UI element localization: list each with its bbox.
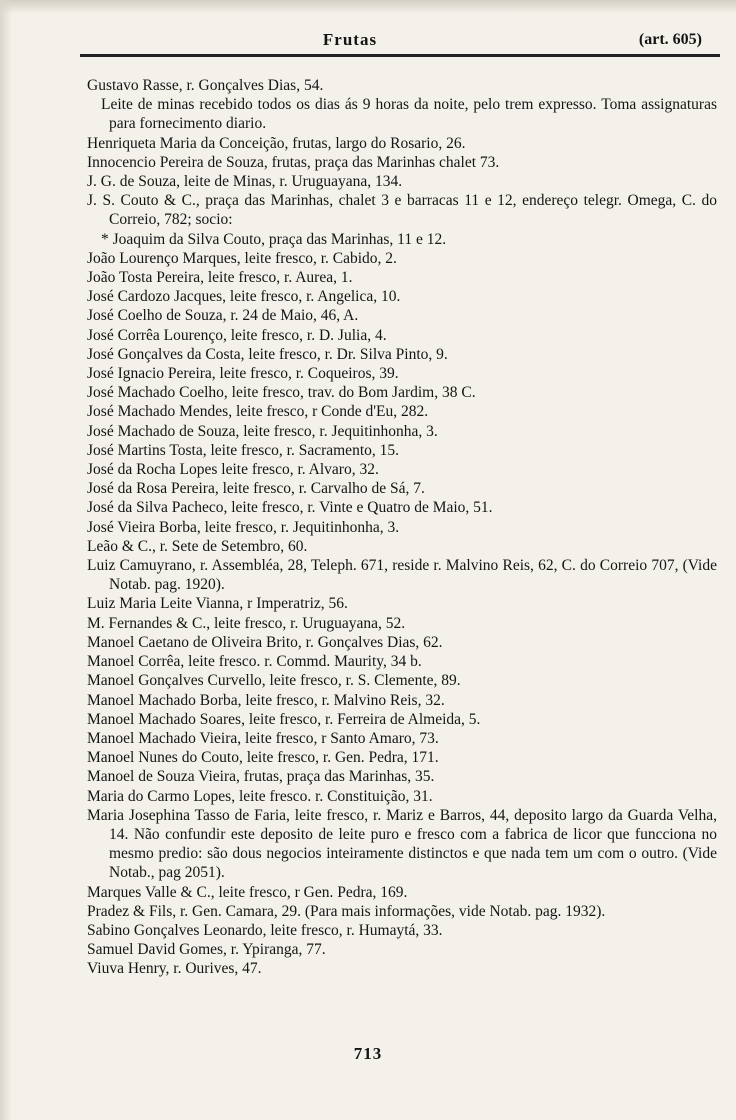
list-item: José Corrêa Lourenço, leite fresco, r. D. Julia, 4. [87,326,387,344]
list-item: Samuel David Gomes, r. Ypiranga, 77. [87,941,326,959]
list-item: Manoel Caetano de Oliveira Brito, r. Gonçalves Dias, 62. [87,633,443,651]
list-item-note: Leite de minas recebido todos os dias ás 9 horas da noite, pelo trem expresso. Toma assignaturas para fornecimento diario. [101,96,717,133]
list-item: José Ignacio Pereira, leite fresco, r. Coqueiros, 39. [87,365,399,383]
list-item: J. S. Couto & C., praça das Marinhas, chalet 3 e barracas 11 e 12, endereço telegr. Omega, C. do Correio, 782; socio: [87,192,717,229]
list-item: João Lourenço Marques, leite fresco, r. Cabido, 2. [87,249,397,267]
list-item: Manoel Machado Soares, leite fresco, r. Ferreira de Almeida, 5. [87,710,481,728]
list-item: José Machado Mendes, leite fresco, r Conde d'Eu, 282. [87,403,429,421]
list-item: J. G. de Souza, leite de Minas, r. Uruguayana, 134. [87,173,403,191]
list-item: Innocencio Pereira de Souza, frutas, praça das Marinhas chalet 73. [87,153,500,171]
list-item-partner: * Joaquim da Silva Couto, praça das Marinhas, 11 e 12. [101,230,447,248]
article-number: (art. 605) [638,31,702,48]
list-item: Maria do Carmo Lopes, leite fresco. r. Constituição, 31. [87,787,433,805]
list-item: José Vieira Borba, leite fresco, r. Jequitinhonha, 3. [87,518,400,536]
list-item: Leão & C., r. Sete de Setembro, 60. [87,537,308,555]
entry-list [87,76,717,979]
list-item: Maria Josephina Tasso de Faria, leite fresco, r. Mariz e Barros, 44, deposito largo da Guarda Velha, 14. Não confundir este deposito de leite puro e fresco com a fabrica de licor que funcciona no mesmo predio: são dous negocios inteiramente distinctos e que nada tem um com o outro. (Vide Notab., pag 2051). [87,806,717,882]
page-header [80,30,720,52]
list-item: Sabino Gonçalves Leonardo, leite fresco, r. Humaytá, 33. [87,921,443,939]
list-item: José Coelho de Souza, r. 24 de Maio, 46, A. [87,307,359,325]
list-item: João Tosta Pereira, leite fresco, r. Aurea, 1. [87,269,353,287]
list-item: Manoel Corrêa, leite fresco. r. Commd. Maurity, 34 b. [87,653,422,671]
list-item: Viuva Henry, r. Ourives, 47. [87,960,262,978]
list-item: José Machado Coelho, leite fresco, trav. do Bom Jardim, 38 C. [87,384,476,402]
list-item: Manoel Machado Borba, leite fresco, r. Malvino Reis, 32. [87,691,445,709]
list-item: M. Fernandes & C., leite fresco, r. Uruguayana, 52. [87,614,406,632]
list-item: Manoel de Souza Vieira, frutas, praça das Marinhas, 35. [87,768,435,786]
list-item: José Cardozo Jacques, leite fresco, r. Angelica, 10. [87,288,401,306]
list-item: José da Silva Pacheco, leite fresco, r. Vinte e Quatro de Maio, 51. [87,499,493,517]
list-item: Pradez & Fils, r. Gen. Camara, 29. (Para mais informações, vide Notab. pag. 1932). [87,902,606,920]
list-item: Gustavo Rasse, r. Gonçalves Dias, 54. [87,77,324,94]
page-number: 713 [353,1044,383,1063]
list-item: José Martins Tosta, leite fresco, r. Sacramento, 15. [87,441,399,459]
list-item: José Gonçalves da Costa, leite fresco, r. Dr. Silva Pinto, 9. [87,345,448,363]
list-item: José da Rocha Lopes leite fresco, r. Alvaro, 32. [87,461,379,479]
list-item: Manoel Machado Vieira, leite fresco, r Santo Amaro, 73. [87,729,439,747]
list-item: Manoel Gonçalves Curvello, leite fresco, r. S. Clemente, 89. [87,672,461,690]
list-item: José da Rosa Pereira, leite fresco, r. Carvalho de Sá, 7. [87,480,425,498]
page-edge-top [0,0,736,14]
list-item: Marques Valle & C., leite fresco, r Gen. Pedra, 169. [87,883,408,901]
list-item: Luiz Maria Leite Vianna, r Imperatriz, 56. [87,595,348,613]
list-item: José Machado de Souza, leite fresco, r. Jequitinhonha, 3. [87,422,438,440]
list-item: Manoel Nunes do Couto, leite fresco, r. Gen. Pedra, 171. [87,749,439,767]
list-item: Luiz Camuyrano, r. Assembléa, 28, Teleph. 671, reside r. Malvino Reis, 62, C. do Correio 707, (Vide Notab. pag. 1920). [87,557,717,594]
header-rule [80,54,720,57]
list-item: Henriqueta Maria da Conceição, frutas, largo do Rosario, 26. [87,134,466,152]
page-edge-left [0,0,12,1120]
section-title: Frutas [322,30,378,49]
